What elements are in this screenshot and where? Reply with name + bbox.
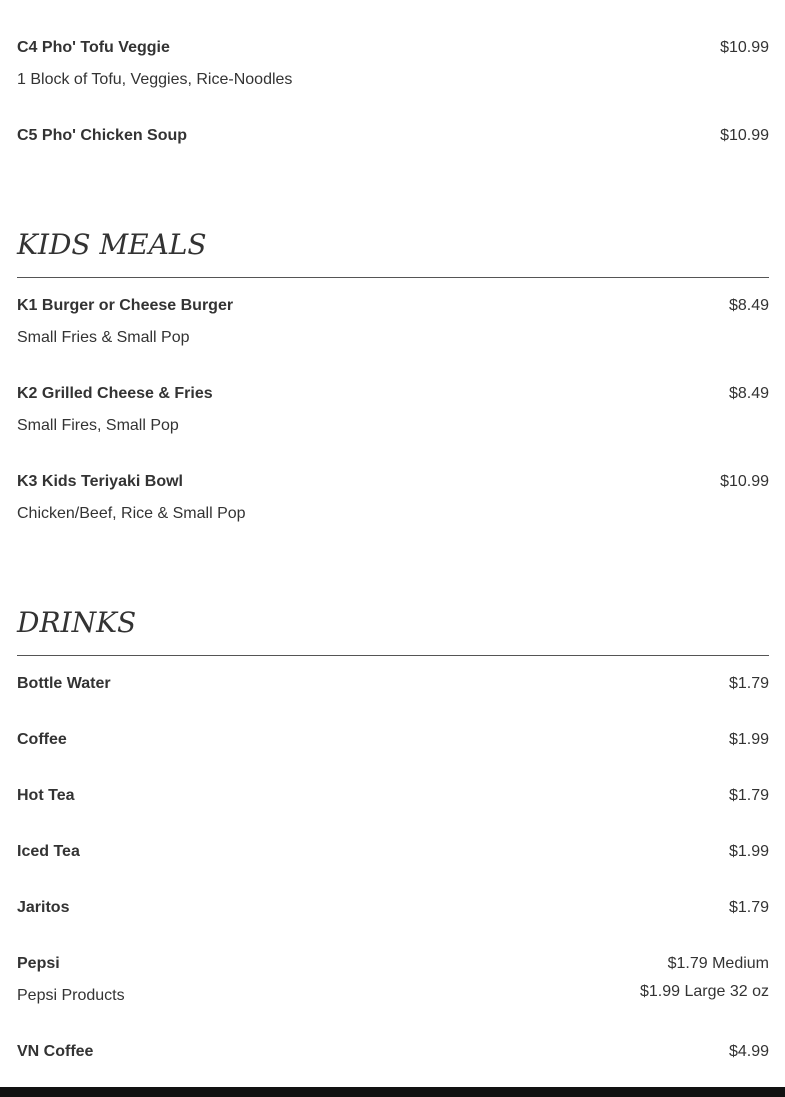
menu-item-c5 <box>17 126 769 148</box>
menu-item-name: Bottle Water <box>17 675 111 692</box>
menu-item-pepsi <box>17 954 769 1008</box>
menu-item-name: VN Coffee <box>17 1043 94 1060</box>
menu-item-k3 <box>17 472 769 526</box>
menu-item-price: $10.99 <box>720 127 769 144</box>
menu-item-c4 <box>17 38 769 92</box>
section-divider <box>17 655 769 656</box>
menu-item-coffee <box>17 730 769 752</box>
menu-item-bottle-water <box>17 674 769 696</box>
menu-item-name: C5 Pho' Chicken Soup <box>17 127 188 144</box>
menu-item-iced-tea <box>17 842 769 864</box>
menu-item-price: $1.79 <box>728 675 769 692</box>
menu-item-description: Small Fries & Small Pop <box>17 329 190 346</box>
menu-item-name: K2 Grilled Cheese & Fries <box>17 385 213 402</box>
menu-item-price: $1.99 <box>728 731 769 748</box>
menu-item-price: $1.79 Medium <box>667 955 769 972</box>
menu-item-description: Small Fires, Small Pop <box>17 417 179 434</box>
menu-item-vn-coffee <box>17 1042 769 1064</box>
menu-item-price: $10.99 <box>720 39 769 56</box>
menu-item-description: 1 Block of Tofu, Veggies, Rice-Noodles <box>17 71 293 88</box>
menu-item-jaritos <box>17 898 769 920</box>
footer-bar <box>0 1087 785 1097</box>
menu-item-k1 <box>17 296 769 350</box>
menu-item-price: $1.79 <box>728 899 769 916</box>
menu-item-name: Pepsi <box>17 955 60 972</box>
menu-item-description: Chicken/Beef, Rice & Small Pop <box>17 505 246 522</box>
menu-item-name: C4 Pho' Tofu Veggie <box>17 39 170 56</box>
cut-off-item-name <box>17 0 322 4</box>
section-divider <box>17 277 769 278</box>
menu-item-price: $1.99 <box>728 843 769 860</box>
menu-item-name: K1 Burger or Cheese Burger <box>17 297 234 314</box>
menu-item-price: $1.79 <box>728 787 769 804</box>
menu-item-price: $8.49 <box>728 385 769 402</box>
menu-item-name: Coffee <box>17 731 67 748</box>
menu-item-price-large: $1.99 Large 32 oz <box>640 983 769 1000</box>
menu-item-name: Jaritos <box>17 899 70 916</box>
menu-item-name: Iced Tea <box>17 843 80 860</box>
section-title-kids-meals: KIDS MEALS <box>17 228 207 261</box>
menu-item-description: Pepsi Products <box>17 987 125 1004</box>
menu-item-price: $4.99 <box>728 1043 769 1060</box>
menu-item-hot-tea <box>17 786 769 808</box>
menu-item-name: K3 Kids Teriyaki Bowl <box>17 473 183 490</box>
section-title-drinks: DRINKS <box>17 606 137 639</box>
menu-item-k2 <box>17 384 769 438</box>
menu-item-name: Hot Tea <box>17 787 75 804</box>
menu-item-price: $10.99 <box>720 473 769 490</box>
menu-item-price: $8.49 <box>728 297 769 314</box>
